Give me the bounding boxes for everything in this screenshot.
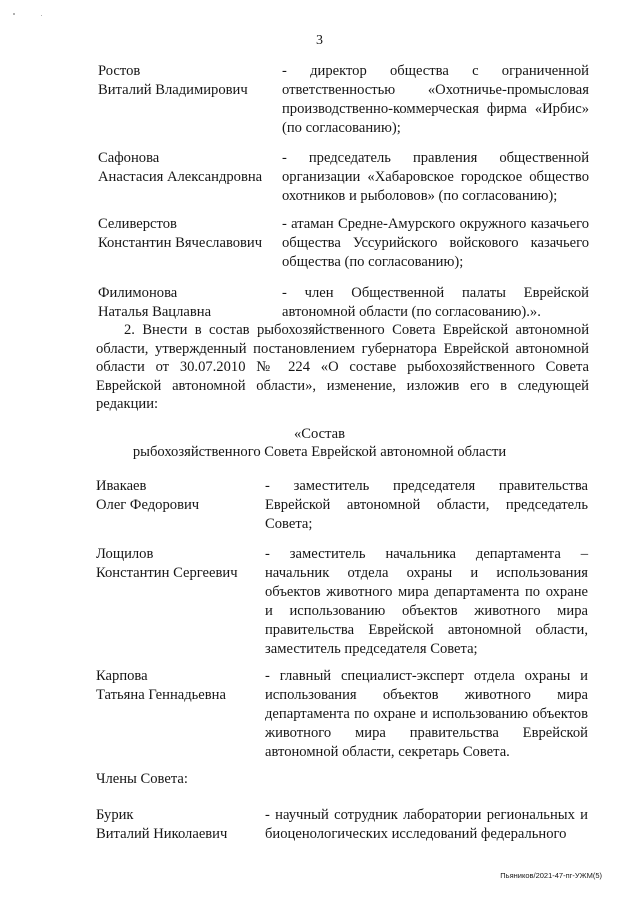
member-role: - член Общественной палаты Еврейской автономной области (по согласованию).». xyxy=(282,285,589,320)
council-member-role: - главный специалист-эксперт отдела охраны и использования объектов животного мира департамента по охране и использованию объектов животного мира правительства Еврейской автономной области, секретарь Совета. xyxy=(265,668,588,760)
member-role: - атаман Средне-Амурского окружного казачьего общества Уссурийского войскового казачьего общества (по согласованию); xyxy=(282,216,589,270)
member-name: Ростов Виталий Владимирович xyxy=(98,63,248,98)
composition-heading-line1: «Состав xyxy=(293,426,346,442)
member-name: Филимонова Наталья Вацлавна xyxy=(98,285,212,320)
document-footer-code: Пьяников/2021-47-пг-УЖМ(5) xyxy=(500,871,602,880)
council-member-name: Карпова Татьяна Геннадьевна xyxy=(96,668,226,703)
member-role: - директор общества с ограниченной ответственностью «Охотничье-промысловая производственно-коммерческая фирма «Ирбис» (по согласованию); xyxy=(282,63,589,136)
scan-speck xyxy=(13,13,15,15)
council-member-role: - заместитель председателя правительства Еврейской автономной области, председатель Совета; xyxy=(265,478,588,532)
member-role: - председатель правления общественной организации «Хабаровское городское общество охотников и рыболовов» (по согласованию); xyxy=(282,150,589,204)
members-label: Члены Совета: xyxy=(96,771,188,787)
scan-speck xyxy=(41,15,42,16)
page-number: 3 xyxy=(316,33,323,48)
council-member-name: Лощилов Константин Сергеевич xyxy=(96,546,238,581)
council-member-name: Бурик Виталий Николаевич xyxy=(96,807,228,842)
council-member-name: Ивакаев Олег Федорович xyxy=(96,478,200,513)
council-member-role: - заместитель начальника департамента – начальник отдела охраны и использования объектов животного мира департамента по охране и использованию объектов животного мира правительства Еврейской автономной области, заместитель председателя Совета; xyxy=(265,546,588,657)
council-member-role: - научный сотрудник лаборатории региональных и биоценологических исследований федерального xyxy=(265,807,588,842)
member-name: Селиверстов Константин Вячеславович xyxy=(98,216,263,251)
paragraph-2: 2. Внести в состав рыбохозяйственного Совета Еврейской автономной области, утвержденный постановлением губернатора Еврейской автономной области от 30.07.2010 № 224 «О составе рыбохозяйственного Совета Еврейской автономной области», изменение, изложив его в следующей редакции: xyxy=(96,322,589,413)
member-name: Сафонова Анастасия Александровна xyxy=(98,150,263,185)
composition-heading-line2: рыбохозяйственного Совета Еврейской автономной области xyxy=(132,444,507,460)
